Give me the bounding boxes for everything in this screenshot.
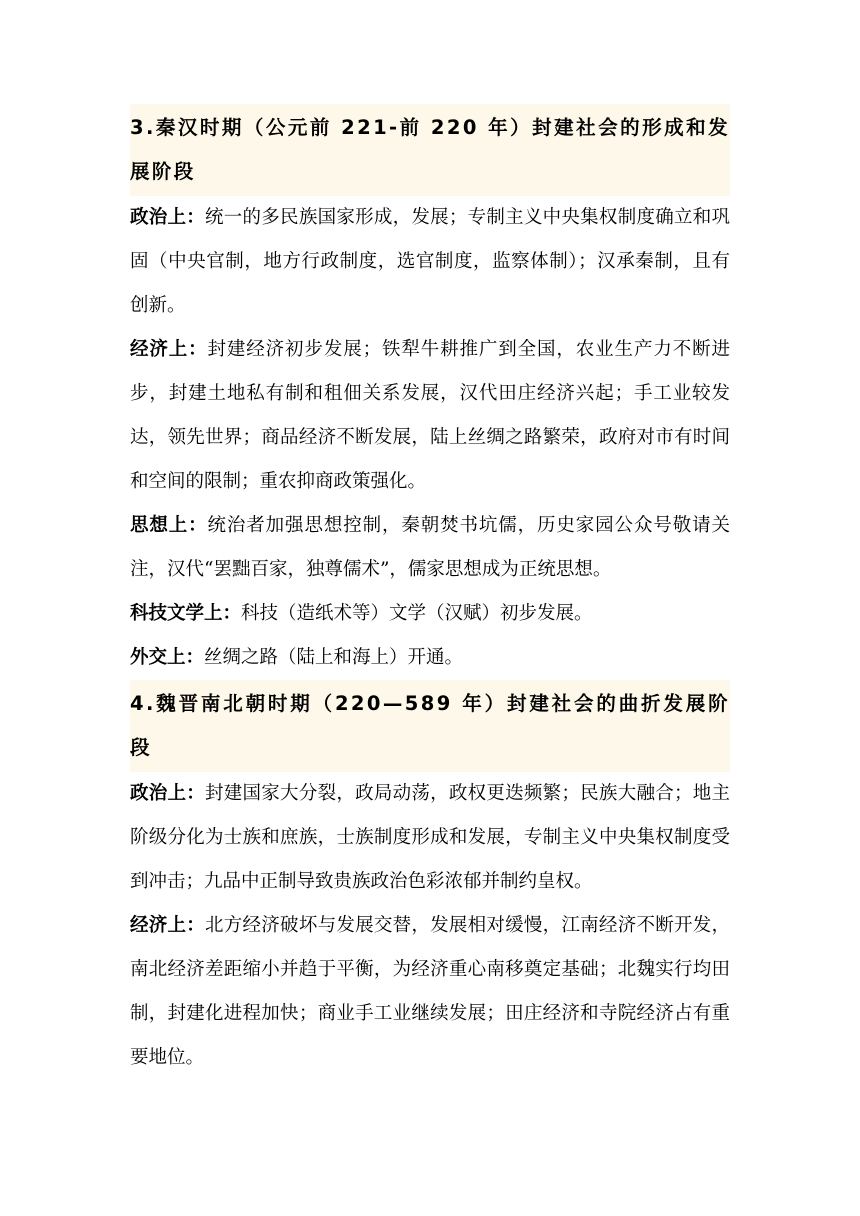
paragraph-thought — [130, 504, 730, 592]
paragraph-label: 思想上： — [130, 515, 208, 536]
section-heading: 4.魏晋南北朝时期（220—589 年）封建社会的曲折发展阶段 — [130, 680, 730, 772]
section-qin-han — [130, 104, 730, 680]
paragraph-label: 经济上： — [130, 915, 206, 936]
section-wei-jin — [130, 680, 730, 1080]
paragraph-label: 经济上： — [130, 339, 208, 360]
paragraph-economy — [130, 904, 730, 1080]
section-heading: 3.秦汉时期（公元前 221-前 220 年）封建社会的形成和发展阶段 — [130, 104, 730, 196]
paragraph-text: 封建经济初步发展；铁犁牛耕推广到全国，农业生产力不断进步，封建土地私有制和租佃关系发展，汉代田庄经济兴起；手工业较发达，领先世界；商品经济不断发展，陆上丝绸之路繁荣，政府对市有时间和空间的限制；重农抑商政策强化。 — [130, 339, 730, 492]
paragraph-label: 政治上： — [130, 207, 206, 228]
paragraph-economy — [130, 328, 730, 504]
paragraph-label: 政治上： — [130, 783, 206, 804]
paragraph-politics — [130, 772, 730, 904]
paragraph-text: 统治者加强思想控制，秦朝焚书坑儒，历史家园公众号敬请关注，汉代“罢黜百家，独尊儒术”，儒家思想成为正统思想。 — [130, 515, 730, 580]
document-body — [130, 104, 730, 1080]
paragraph-diplomacy — [130, 636, 730, 680]
paragraph-label: 外交上： — [130, 647, 205, 668]
paragraph-text: 封建国家大分裂，政局动荡，政权更迭频繁；民族大融合；地主阶级分化为士族和庶族，士族制度形成和发展，专制主义中央集权制度受到冲击；九品中正制导致贵族政治色彩浓郁并制约皇权。 — [130, 783, 730, 892]
paragraph-text: 科技（造纸术等）文学（汉赋）初步发展。 — [241, 603, 593, 624]
paragraph-politics — [130, 196, 730, 328]
paragraph-text: 统一的多民族国家形成，发展；专制主义中央集权制度确立和巩固（中央官制，地方行政制度，选官制度，监察体制）；汉承秦制，且有创新。 — [130, 207, 730, 316]
paragraph-text: 丝绸之路（陆上和海上）开通。 — [204, 647, 464, 668]
paragraph-label: 科技文学上： — [130, 603, 242, 624]
paragraph-science-literature — [130, 592, 730, 636]
paragraph-text: 北方经济破坏与发展交替，发展相对缓慢，江南经济不断开发，南北经济差距缩小并趋于平衡，为经济重心南移奠定基础；北魏实行均田制，封建化进程加快；商业手工业继续发展；田庄经济和寺院经济占有重要地位。 — [130, 915, 730, 1068]
